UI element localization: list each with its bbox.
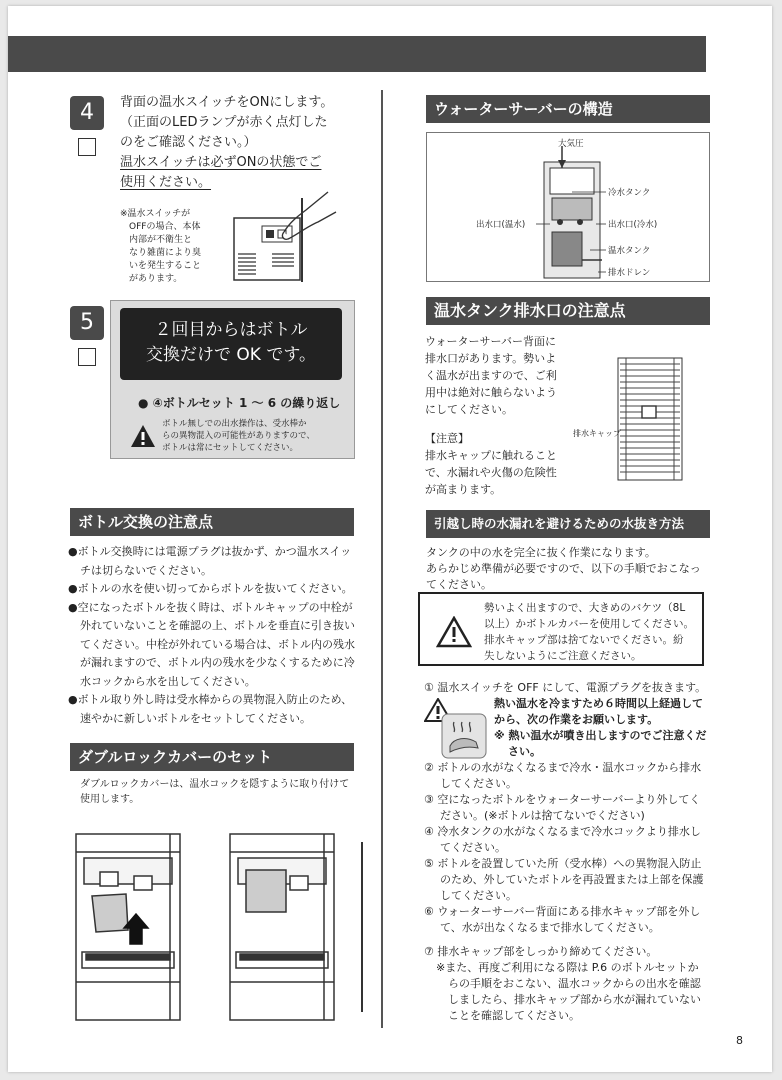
text-line: で、水漏れや火傷の危険性 bbox=[425, 466, 557, 479]
text-line: 使用します。 bbox=[80, 794, 140, 805]
step-5-repeat: ● ④ボトルセット 1 〜 6 の繰り返し bbox=[138, 396, 341, 410]
hot-water-hand-icon bbox=[440, 712, 488, 760]
structure-section-title: ウォーターサーバーの構造 bbox=[426, 95, 710, 123]
step-line: ださい。(※ボトルは捨てないでください) bbox=[440, 809, 645, 822]
spacer bbox=[425, 418, 557, 430]
step-line: てください。 bbox=[440, 841, 506, 854]
structure-leader-lines bbox=[426, 140, 710, 280]
caution-line: から、次の作業をお願いします。 bbox=[494, 713, 659, 726]
step-line: ⑦ 排水キャップ部をしっかり締めてください。 bbox=[424, 945, 658, 958]
warning-icon bbox=[130, 424, 156, 448]
step-5-checkbox[interactable] bbox=[78, 348, 96, 366]
bullet-line: が漏れますので、ボトル内の残水を少なくするために冷 bbox=[80, 656, 355, 669]
text-line: 排水口があります。勢いよ bbox=[425, 352, 557, 365]
note-line: ※また、再度ご利用になる際は P.6 のボトルセットか bbox=[436, 961, 699, 974]
caution-line: 熱い温水を冷ますため６時間以上経過して bbox=[494, 697, 703, 710]
note-title: 【注意】 bbox=[425, 432, 469, 445]
step-line: してください。 bbox=[440, 889, 517, 902]
note-line: らの手順をおこない、温水コックからの出水を確認 bbox=[448, 977, 701, 990]
label-hot-outlet: 出水口(温水) bbox=[476, 220, 526, 230]
note-line: ※温水スイッチが bbox=[120, 209, 191, 219]
text-line: が高まります。 bbox=[425, 483, 502, 496]
moving-warning-text bbox=[484, 600, 694, 664]
note-line: があります。 bbox=[129, 274, 183, 284]
note-line: ことを確認してください。 bbox=[448, 1009, 580, 1022]
step-line: ② ボトルの水がなくなるまで冷水・温水コックから排水 bbox=[424, 761, 702, 774]
step-5-warning bbox=[162, 418, 315, 454]
step-line: ④ 冷水タンクの水がなくなるまで冷水コックより排水し bbox=[424, 825, 701, 838]
step-line: ③ 空になったボトルをウォーターサーバーより外してく bbox=[424, 793, 701, 806]
step-4-line: （正面のLEDランプが赤く点灯した bbox=[120, 115, 328, 130]
step-line: のため、外していたボトルを再設置または上部を保護 bbox=[440, 873, 704, 886]
doublelock-cover-illustration bbox=[70, 832, 370, 1022]
warn-line: 以上）かボトルカバーを使用してください。 bbox=[484, 618, 694, 630]
moving-step-1: ① 温水スイッチを OFF にして、電源プラグを抜きます。 bbox=[424, 681, 707, 694]
step-line: ⑥ ウォーターサーバー背面にある排水キャップ部を外し bbox=[424, 905, 701, 918]
bullet-line: ●ボトルの水を使い切ってからボトルを抜いてください。 bbox=[68, 582, 353, 595]
bullet-line: 外れていないことを確認の上、ボトルを垂直に引き抜い bbox=[80, 619, 355, 632]
note-line: OFFの場合、本体 bbox=[129, 222, 201, 232]
step-5-number: 5 bbox=[70, 306, 104, 340]
column-divider bbox=[381, 90, 383, 1028]
step-4-line: 背面の温水スイッチをONにします。 bbox=[120, 95, 334, 110]
note-line: 内部が不衛生と bbox=[129, 235, 193, 245]
bottle-section-list bbox=[68, 543, 368, 728]
page-number: 8 bbox=[736, 1034, 743, 1047]
moving-section-title: 引越し時の水漏れを避けるための水抜き方法 bbox=[426, 510, 710, 538]
text-line: 排水キャップに触れること bbox=[425, 449, 557, 462]
drain-section-title: 温水タンク排水口の注意点 bbox=[426, 297, 710, 325]
warning-icon bbox=[436, 616, 472, 648]
label-air: 大気圧 bbox=[558, 139, 584, 149]
warn-line: 排水キャップ部は捨てないでください。紛 bbox=[484, 634, 684, 646]
step-line: ⑤ ボトルを設置していた所（受水棒）への異物混入防止 bbox=[424, 857, 702, 870]
label-drain: 排水ドレン bbox=[608, 268, 651, 278]
step-4-line-emphasis: 使用ください。 bbox=[120, 175, 212, 190]
bullet-line: ●空になったボトルを抜く時は、ボトルキャップの中栓が bbox=[68, 600, 353, 614]
banner-line: ２回目からはボトル bbox=[154, 320, 308, 340]
warn-line: らの異物混入の可能性がありますので、 bbox=[162, 431, 315, 441]
step-4-number: 4 bbox=[70, 96, 104, 130]
hot-switch-illustration bbox=[232, 188, 342, 284]
warn-line: ボトル無しでの出水操作は、受水棒か bbox=[162, 419, 307, 429]
note-line: なり雑菌により臭 bbox=[129, 248, 202, 258]
label-cold-outlet: 出水口(冷水) bbox=[608, 220, 658, 230]
step-4-line: のをご確認ください。） bbox=[120, 135, 257, 150]
step-4-line-emphasis: 温水スイッチは必ずONの状態でご bbox=[120, 155, 322, 170]
bullet-line: 速やかに新しいボトルをセットしてください。 bbox=[80, 711, 311, 725]
warn-line: ボトルは常にセットしてください。 bbox=[162, 443, 299, 453]
rear-drain-illustration bbox=[612, 356, 688, 482]
text-line: あらかじめ準備が必要ですので、以下の手順でおこなっ bbox=[426, 562, 701, 575]
label-hot-tank: 温水タンク bbox=[608, 246, 651, 256]
moving-intro bbox=[426, 545, 701, 593]
bullet-line: ●ボトル取り外し時は受水棒からの異物混入防止のため、 bbox=[68, 693, 353, 706]
moving-step-1-caution bbox=[494, 696, 707, 760]
bullet-line: ●ボトル交換時には電源プラグは抜かず、かつ温水スイッ bbox=[68, 545, 352, 558]
step-4-note bbox=[120, 208, 210, 286]
step-line: してください。 bbox=[440, 777, 517, 790]
text-line: タンクの中の水を完全に抜く作業になります。 bbox=[426, 546, 656, 559]
label-cold-tank: 冷水タンク bbox=[608, 188, 651, 198]
warn-line: 失しないようにご注意ください。 bbox=[484, 650, 642, 662]
bottle-section-title: ボトル交換の注意点 bbox=[70, 508, 354, 536]
text-line: 用中は絶対に触らないよう bbox=[425, 386, 557, 399]
doublelock-section-title: ダブルロックカバーのセット bbox=[70, 743, 354, 771]
header-bar bbox=[8, 36, 706, 72]
drain-text bbox=[425, 333, 557, 498]
warn-line: 勢いよく出ますので、大きめのバケツ（8L bbox=[484, 602, 686, 614]
moving-steps bbox=[424, 760, 714, 1024]
text-line: く温水が出ますので、ご利 bbox=[425, 369, 557, 382]
caution-line: さい。 bbox=[508, 745, 541, 758]
step-4-text bbox=[120, 93, 375, 193]
doublelock-text bbox=[80, 777, 349, 807]
step-line: て、水が出なくなるまで排水してください。 bbox=[440, 921, 660, 934]
step-5-banner bbox=[120, 308, 342, 380]
step-4-checkbox[interactable] bbox=[78, 138, 96, 156]
bullet-line: 水コックから水を出してください。 bbox=[80, 674, 256, 688]
drain-cap-label: 排水キャップ bbox=[573, 429, 621, 438]
text-line: にしてください。 bbox=[425, 403, 513, 416]
note-line: しましたら、排水キャップ部から水が漏れていない bbox=[448, 993, 701, 1006]
text-line: ウォーターサーバー背面に bbox=[425, 335, 557, 348]
bullet-line: チは切らないでください。 bbox=[80, 563, 212, 577]
note-line: いを発生すること bbox=[129, 261, 202, 271]
bullet-line: てください。中栓が外れている場合は、ボトル内の残水 bbox=[80, 637, 355, 651]
banner-line: 交換だけで OK です。 bbox=[146, 345, 316, 365]
text-line: ダブルロックカバーは、温水コックを隠すように取り付けて bbox=[80, 779, 350, 790]
caution-line: ※ 熱い温水が噴き出しますのでご注意くだ bbox=[494, 729, 707, 742]
text-line: てください。 bbox=[426, 578, 492, 591]
